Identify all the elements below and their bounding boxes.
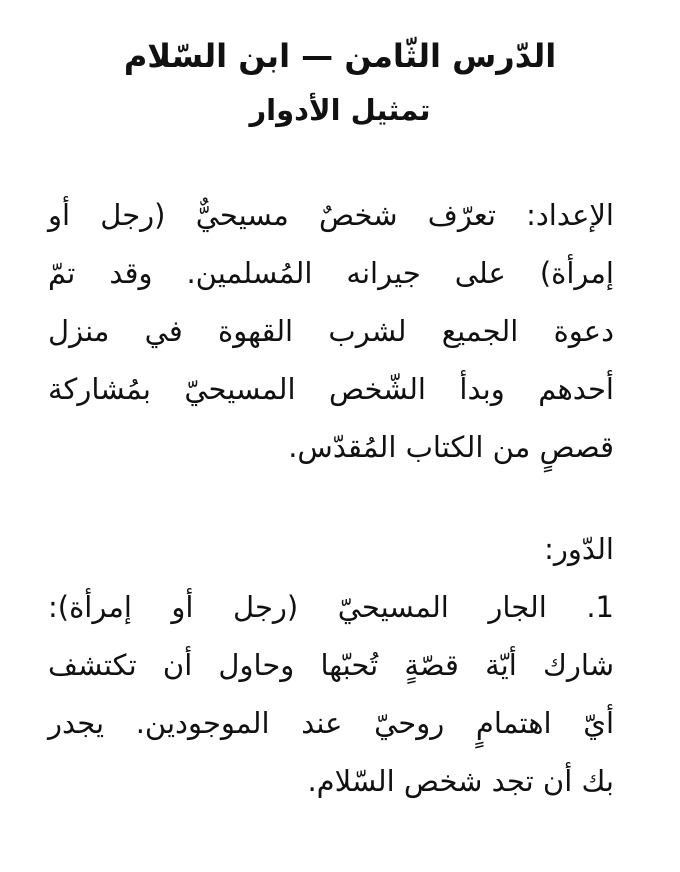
lesson-title: الدّرس الثّامن — ابن السّلام [123, 37, 557, 75]
role-line: 1. الجار المسيحيّ (رجل أو إمرأة): [48, 590, 614, 624]
role-line: أيّ اهتمامٍ روحيّ عند الموجودين. يجدر [48, 706, 614, 740]
setup-line: الإعداد: تعرّف شخصٌ مسيحيٌّ (رجل أو [48, 198, 614, 232]
role-line: بك أن تجد شخص السّلام. [307, 764, 614, 798]
setup-line: قصصٍ من الكتاب المُقدّس. [288, 430, 614, 464]
setup-line: دعوة الجميع لشرب القهوة في منزل [48, 314, 614, 348]
setup-line: إمرأة) على جيرانه المُسلمين. وقد تمّ [48, 256, 614, 290]
role-line: شارك أيّة قصّةٍ تُحبّها وحاول أن تكتشف [48, 648, 614, 682]
roles-section [48, 520, 614, 810]
setup-paragraph [48, 186, 614, 476]
roles-heading: الدّور: [544, 532, 614, 566]
lesson-subtitle: تمثيل الأدوار [249, 93, 431, 127]
setup-line: أحدهم وبدأ الشّخص المسيحيّ بمُشاركة [48, 372, 614, 406]
